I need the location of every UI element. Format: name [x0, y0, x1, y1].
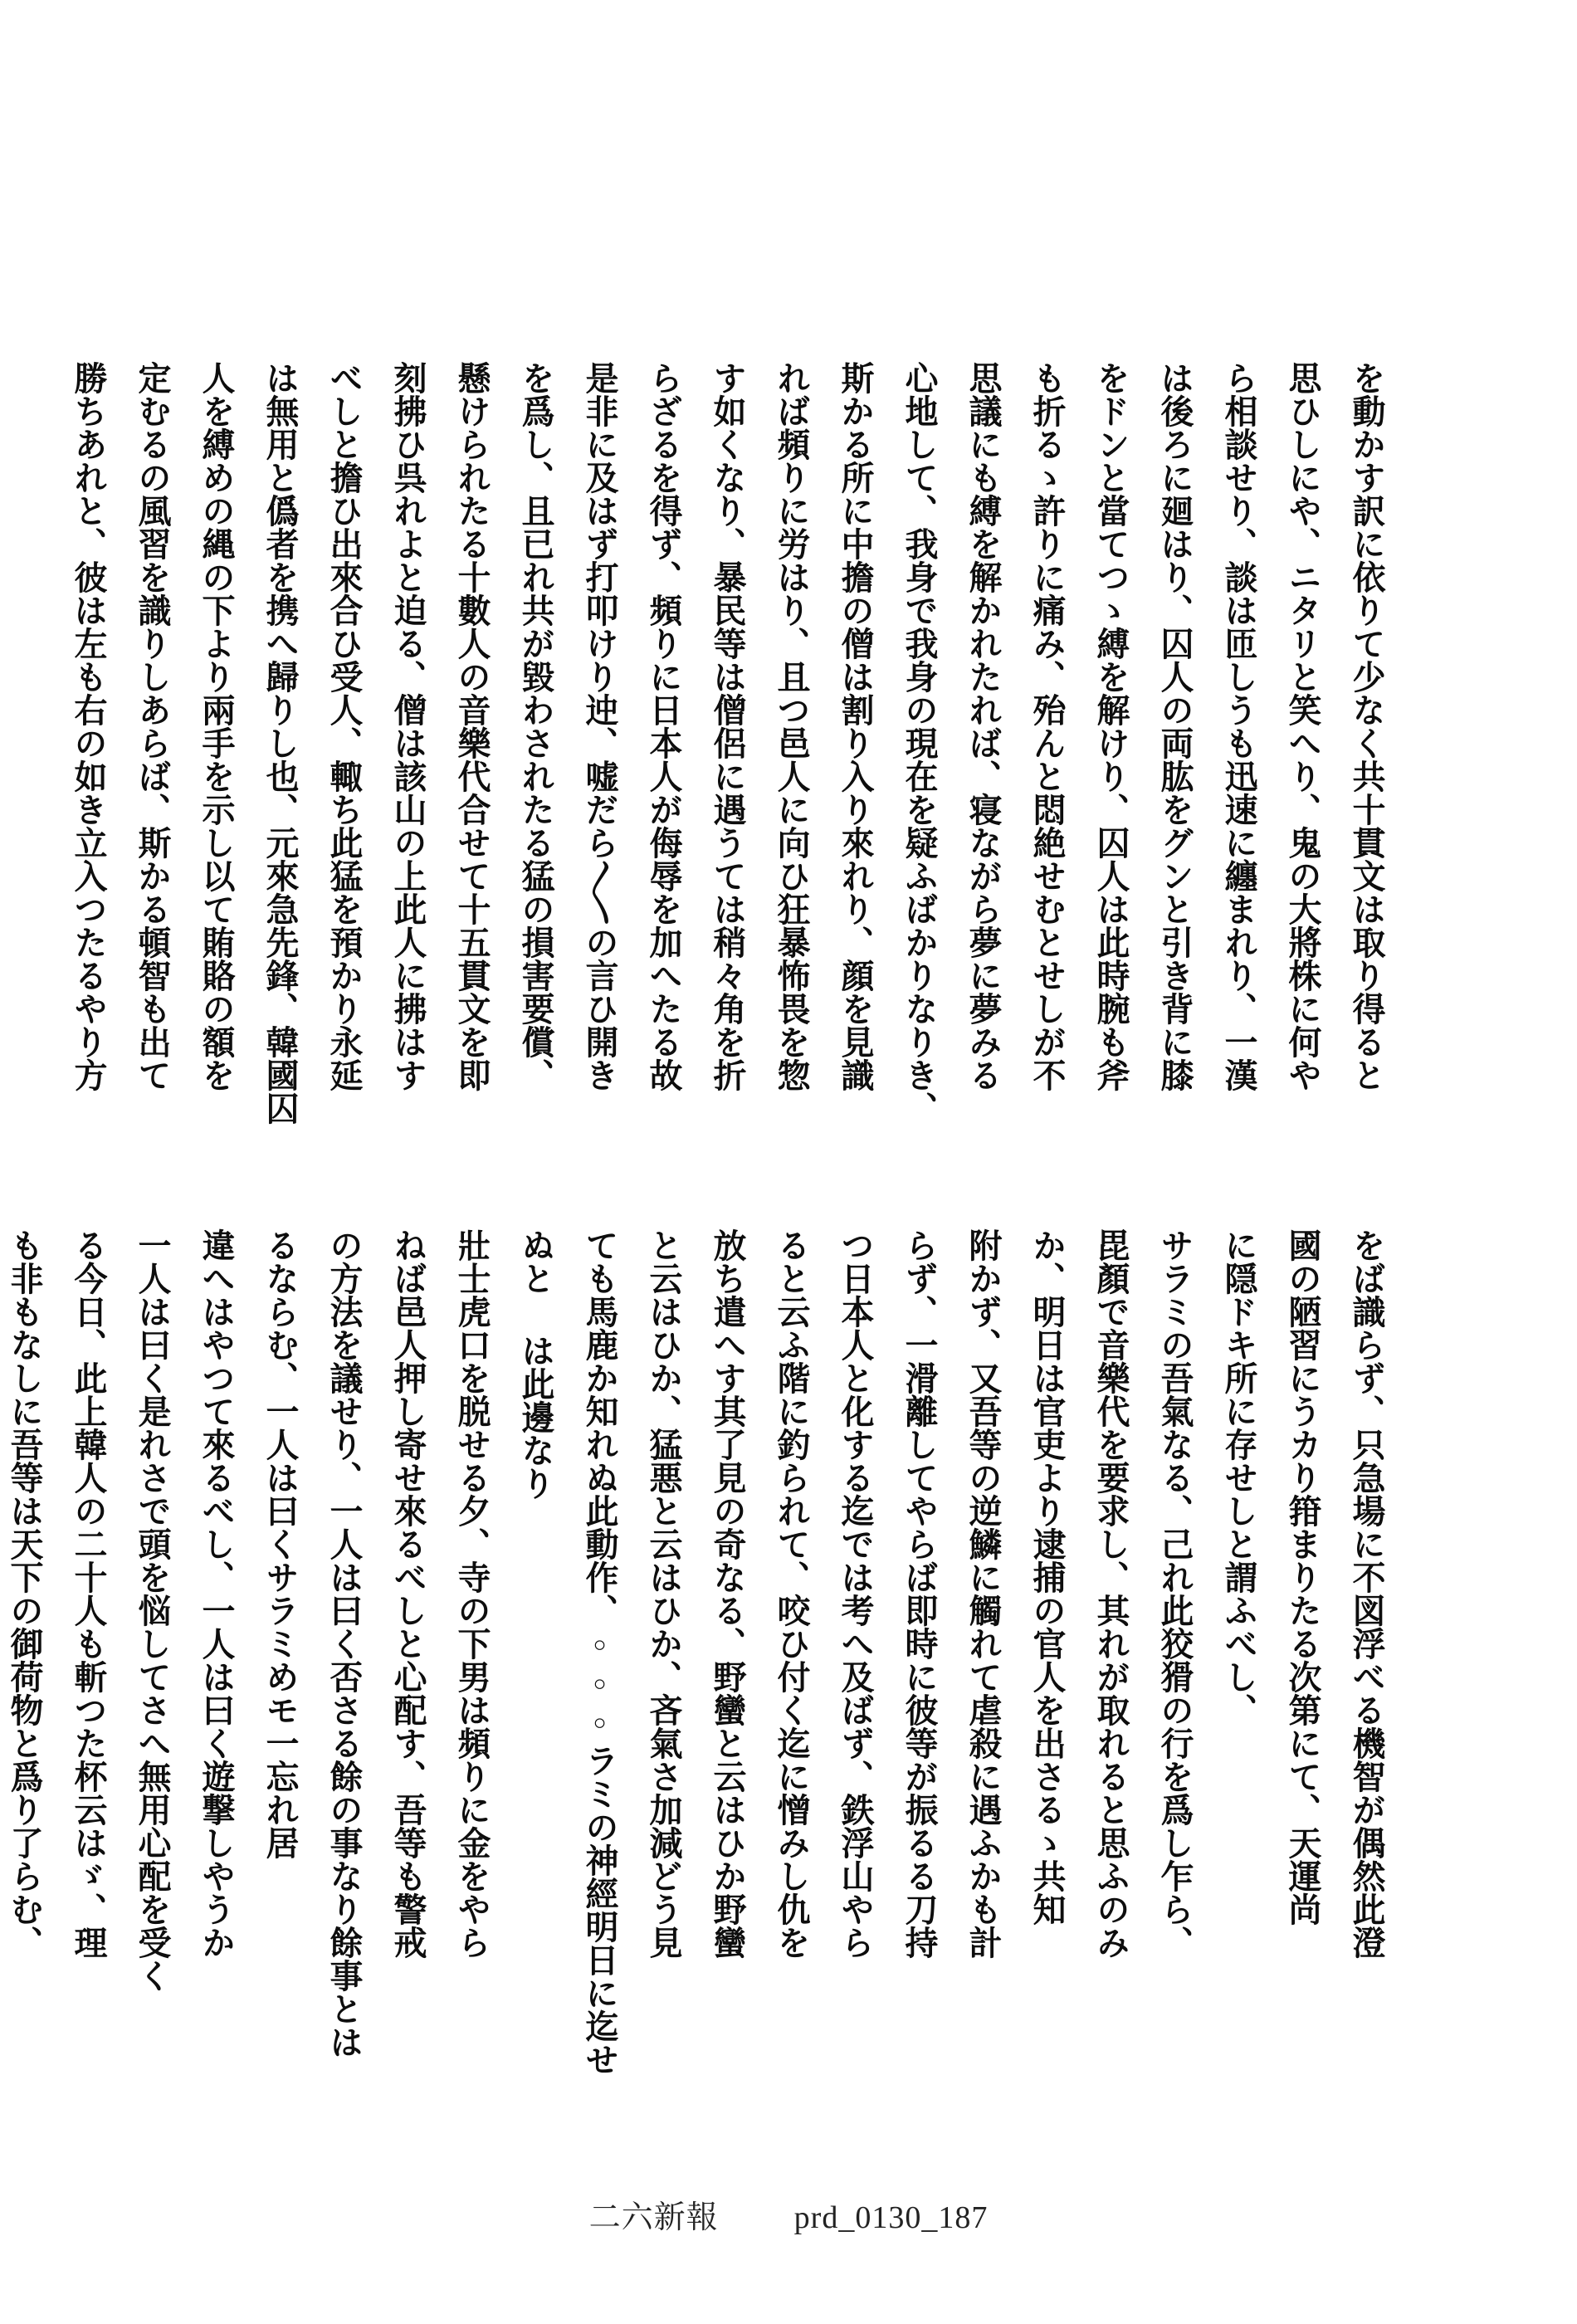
text-column: ぬと は此邊なり — [516, 1228, 555, 1500]
text-column: 斯かる所に中擔の僧は割り入り來れり、顔を見識 — [836, 361, 875, 1091]
text-column: れば頻りに労はり、且つ邑人に向ひ狂暴怖畏を惣 — [772, 361, 811, 1091]
text-column: 一人は曰く是れさで頭を悩してさへ無用心配を受く — [133, 1228, 172, 1992]
text-column: 思ひしにや、ニタリと笑へり、鬼の大將株に何や — [1283, 361, 1322, 1091]
text-column: を動かす訳に依りて少なく共十貫文は取り得ると — [1347, 361, 1386, 1091]
text-column: に隠ドキ所に存せしと謂ふべし、 — [1219, 1228, 1258, 1726]
text-column: ると云ふ階に釣られて、咬ひ付く迄に憎みし仇を — [772, 1228, 811, 1959]
text-column: ても馬鹿か知れぬ此動作、◦◦◦ラミの神經明日に迄せ — [580, 1228, 619, 2076]
text-column: らず、一滑離してやらば即時に彼等が振るる刀持 — [900, 1228, 939, 1959]
text-column: 刻拂ひ呉れよと迫る、僧は該山の上此人に拂はす — [388, 361, 427, 1091]
text-column: 定むるの風習を識りしあらば、斯かる頓智も出て — [133, 361, 172, 1091]
text-column: 毘顏で音樂代を要求し、其れが取れると思ふのみ — [1091, 1228, 1130, 1959]
text-column: 心地して、我身で我身の現在を疑ふばかりなりき、 — [900, 361, 939, 1125]
text-column: 人を縛めの縄の下より兩手を示し以て賄賂の額を — [197, 361, 236, 1091]
text-column: サラミの吾氣なる、己れ此狡猾の行を爲し乍ら、 — [1155, 1228, 1194, 1959]
text-column: か、明日は官吏より逮捕の官人を出さるゝ共知 — [1028, 1228, 1067, 1926]
text-column: つ日本人と化する迄では考へ及ばず、鉄浮山やら — [836, 1228, 875, 1959]
text-column: 附かず、又吾等の逆鱗に觸れて虐殺に遇ふかも計 — [964, 1228, 1003, 1959]
text-column: と云はひか、猛悪と云はひか、吝氣さ加減どう見 — [644, 1228, 683, 1959]
upper-text-block — [69, 361, 1399, 1125]
text-column: の方法を議せり、一人は曰く否さる餘の事なり餘事とは — [325, 1228, 364, 2058]
text-column: るならむ、一人は曰くサラミめモ一忘れ居 — [261, 1228, 300, 1859]
text-column: ねば邑人押し寄せ來るべしと心配す、吾等も警戒 — [388, 1228, 427, 1959]
text-column: らざるを得ず、頻りに日本人が侮辱を加へたる故 — [644, 361, 683, 1091]
text-column: をば識らず、只急場に不図浮べる機智が偶然此澄 — [1347, 1228, 1386, 1959]
text-column: 懸けられたる十數人の音樂代合せて十五貫文を即 — [452, 361, 491, 1091]
newspaper-title: 二六新報 — [588, 2200, 719, 2235]
text-column: べしと擔ひ出來合ひ受人、輙ち此猛を預かり永延 — [325, 361, 364, 1091]
text-column: す如くなり、暴民等は僧侶に遇うては稍々角を折 — [708, 361, 747, 1091]
text-column: も非もなしに吾等は天下の御荷物と爲り了らむ、 — [5, 1228, 44, 1959]
text-column: 國の陋習にうカり箝まりたる次第にて、天運尚 — [1283, 1228, 1322, 1926]
lower-text-block — [5, 1228, 1399, 2076]
text-column: は後ろに廻はり、囚人の両肱をグンと引き背に膝 — [1155, 361, 1194, 1091]
text-column: をドンと當てつゝ縛を解けり、囚人は此時腕も斧 — [1091, 361, 1130, 1091]
text-column: 勝ちあれと、彼は左も右の如き立入つたるやり方 — [69, 361, 108, 1091]
text-column: 是非に及はず打叩けり迚、嘘だら〳〵の言ひ開き — [580, 361, 619, 1091]
page-footer — [0, 2191, 1577, 2237]
text-column: は無用と僞者を携へ歸りし也、元來急先鋒、韓國囚 — [261, 361, 300, 1125]
text-column: 放ち遣へす其了見の奇なる、野蠻と云はひか野蠻 — [708, 1228, 747, 1959]
text-column: る今日、此上韓人の二十人も斬つた杯云はゞ、理 — [69, 1228, 108, 1959]
text-column: 思議にも縛を解かれたれば、寝ながら夢に夢みる — [964, 361, 1003, 1091]
text-column: を爲し、且已れ共が毀わされたる猛の損害要償、 — [516, 361, 555, 1091]
text-column: も折るゝ許りに痛み、殆んと悶絶せむとせしが不 — [1028, 361, 1067, 1091]
page-code: prd_0130_187 — [793, 2200, 989, 2235]
text-column: 違へはやつて來るべし、一人は曰く遊撃しやうか — [197, 1228, 236, 1959]
text-column: 壯士虎口を脱せる夕、寺の下男は頻りに金をやら — [452, 1228, 491, 1959]
text-column: ら相談せり、談は匝しうも迅速に纏まれり、一漢 — [1219, 361, 1258, 1091]
